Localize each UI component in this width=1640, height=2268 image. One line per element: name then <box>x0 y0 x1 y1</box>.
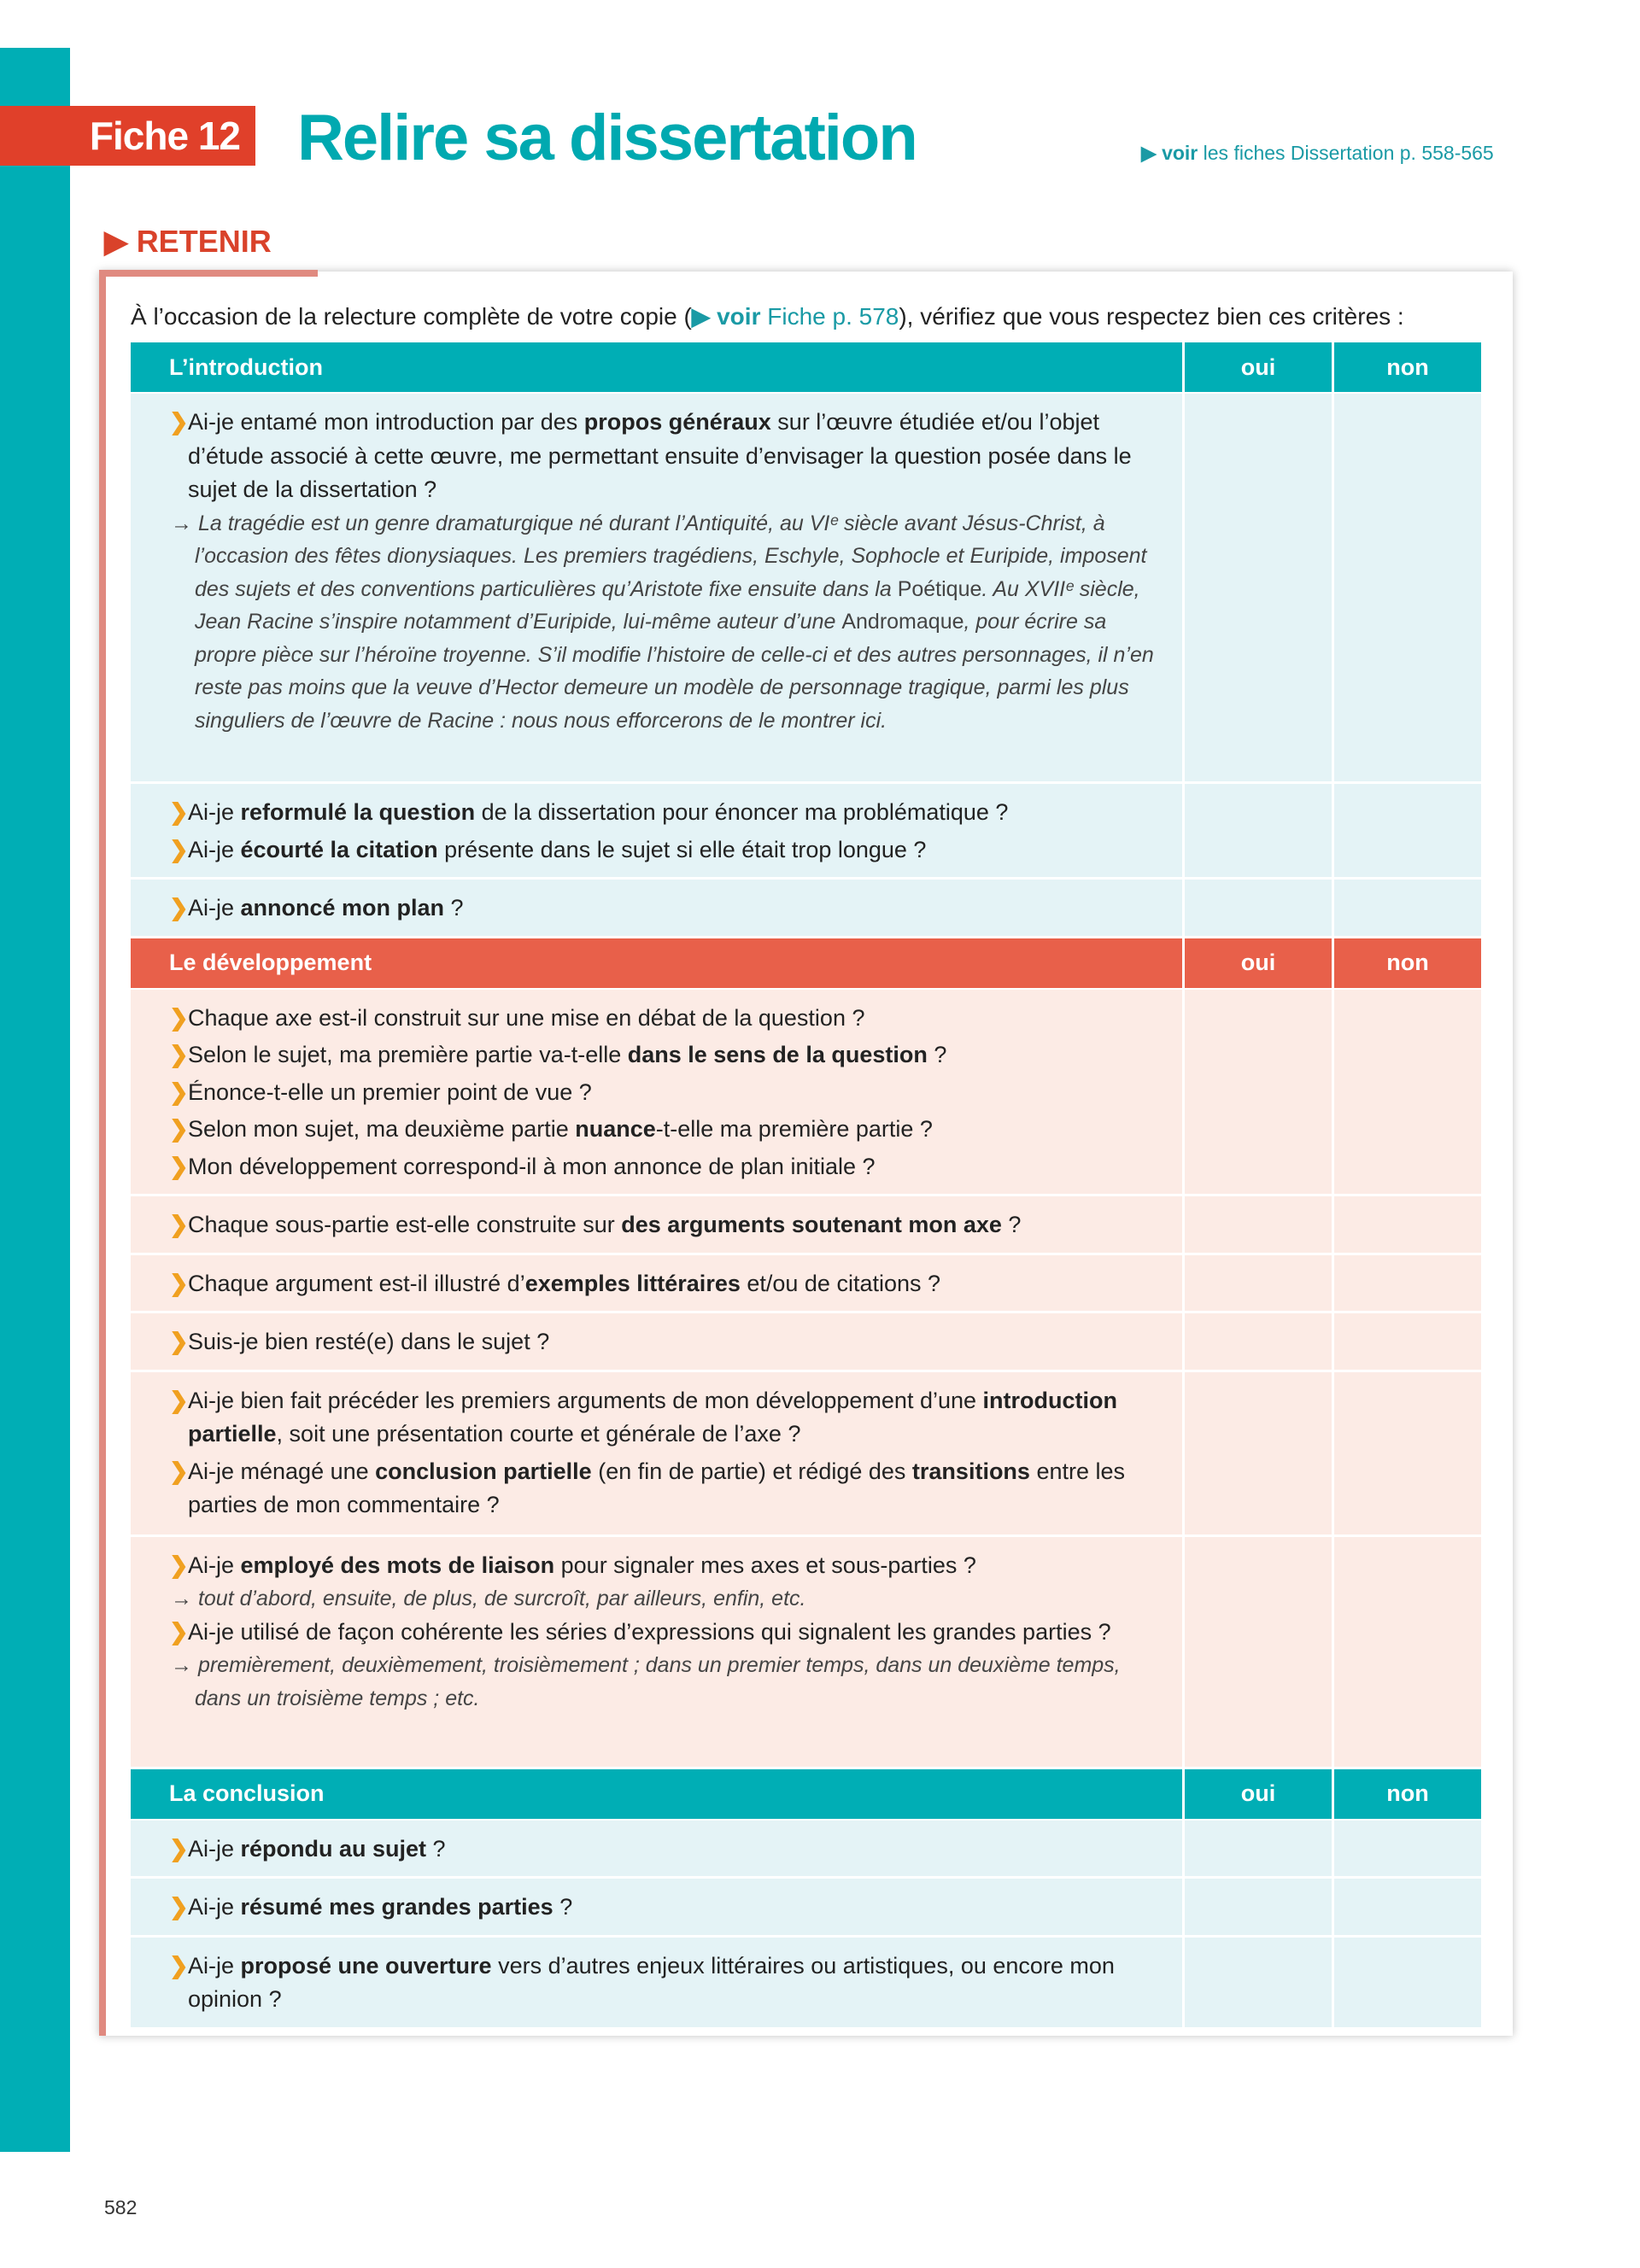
chevron-icon: ❯ <box>169 1552 189 1578</box>
oui-checkbox-cell[interactable] <box>1185 1537 1332 1767</box>
bold-text: résumé mes grandes parties <box>240 1894 554 1920</box>
text-segment: Poétique <box>897 576 982 601</box>
chevron-icon: ❯ <box>169 1329 189 1354</box>
criteria-cell <box>131 1938 1182 2027</box>
non-checkbox-cell[interactable] <box>1334 1255 1481 1312</box>
checklist-table <box>131 342 1481 2030</box>
chevron-icon: ❯ <box>169 1894 189 1920</box>
bold-text: reformulé la question <box>240 799 476 825</box>
criterion <box>169 1549 1157 1583</box>
section-title: L’introduction <box>131 342 1182 392</box>
section-header <box>131 938 1481 988</box>
checklist-row <box>131 1313 1481 1370</box>
non-checkbox-cell[interactable] <box>1334 1196 1481 1253</box>
oui-checkbox-cell[interactable] <box>1185 990 1332 1195</box>
chevron-icon: ❯ <box>169 409 189 435</box>
criteria-cell <box>131 990 1182 1195</box>
non-checkbox-cell[interactable] <box>1334 880 1481 936</box>
chevron-icon: ❯ <box>169 1212 189 1237</box>
criteria-cell <box>131 880 1182 936</box>
chevron-icon: ❯ <box>169 1618 189 1645</box>
text-segment: . Au XVIIᵉ siècle, Jean Racine s’inspire notamment d’Euripide, lui-même auteur d’une <box>195 576 1140 634</box>
checklist-row <box>131 784 1481 877</box>
text-segment: entre les parties de mon commentaire ? <box>188 1458 1126 1517</box>
example-note <box>164 1649 1157 1715</box>
text-segment: ? <box>444 895 464 921</box>
text-segment: Chaque sous-partie est-elle construite sur <box>188 1212 622 1237</box>
checklist-row <box>131 1938 1481 2027</box>
checklist-row <box>131 1255 1481 1312</box>
checklist-row <box>131 880 1481 936</box>
text-segment: tout d’abord, ensuite, de plus, de surcroît, par ailleurs, enfin, etc. <box>197 1587 806 1610</box>
criteria-cell <box>131 1196 1182 1253</box>
criteria-cell <box>131 784 1182 877</box>
intro-after: ), vérifiez que vous respectez bien ces critères : <box>899 303 1404 330</box>
chevron-icon: ❯ <box>169 1270 189 1296</box>
chevron-icon: ❯ <box>169 1042 189 1067</box>
text-segment: La tragédie est un genre dramaturgique né durant l’Antiquité, au VIᵉ siècle avant Jésus-Christ, à l’occasion des fêtes dionysiaques. Les premiers tragédiens, Eschyle, Sophocle et Euripide, imposent des sujets et des conventions particulières qu’Aristote fixe ensuite dans la <box>195 511 1147 601</box>
text-segment: Ai-je bien fait précéder les premiers arguments de mon développement d’une <box>188 1387 983 1413</box>
voir-label: ▶ voir <box>691 303 761 330</box>
non-checkbox-cell[interactable] <box>1334 1879 1481 1935</box>
text-segment: Ai-je ménagé une <box>188 1458 376 1484</box>
page-title: Relire sa dissertation <box>297 102 917 174</box>
intro-sentence <box>131 302 1404 330</box>
text-segment: Ai-je <box>188 895 241 921</box>
non-column-header: non <box>1334 342 1481 392</box>
bold-text: nuance <box>575 1116 656 1142</box>
bold-text: introduction partielle <box>188 1387 1117 1447</box>
criteria-cell <box>131 1313 1182 1370</box>
text-segment: Ai-je <box>188 1952 241 1979</box>
criteria-cell <box>131 1821 1182 1877</box>
criterion <box>169 1455 1157 1523</box>
chevron-icon: ❯ <box>169 1078 189 1105</box>
text-segment: Ai-je <box>188 836 241 862</box>
non-column-header: non <box>1334 1769 1481 1819</box>
text-segment: , soit une présentation courte et générale de l’axe ? <box>276 1421 801 1447</box>
text-segment: → <box>171 1587 198 1610</box>
oui-column-header: oui <box>1185 342 1332 392</box>
fiche-label: Fiche 12 <box>0 106 255 166</box>
retenir-heading: ▶ RETENIR <box>104 224 272 259</box>
criterion <box>169 1949 1157 2017</box>
example-note <box>164 507 1157 738</box>
see-link-text: les fiches Dissertation p. 558-565 <box>1198 142 1494 164</box>
bold-text: propos généraux <box>583 409 771 435</box>
chevron-icon: ❯ <box>169 1004 189 1031</box>
text-segment: Chaque argument est-il illustré d’ <box>188 1270 525 1296</box>
section-header <box>131 1769 1481 1819</box>
fiche-578-link[interactable] <box>692 303 899 330</box>
bold-text: des arguments soutenant mon axe <box>621 1212 1002 1237</box>
text-segment: Énonce-t-elle un premier point de vue ? <box>188 1078 592 1105</box>
non-checkbox-cell[interactable] <box>1334 1313 1481 1370</box>
criteria-cell <box>131 1372 1182 1534</box>
checklist-row <box>131 1821 1481 1877</box>
oui-column-header: oui <box>1185 1769 1332 1819</box>
criterion <box>169 1267 1157 1301</box>
text-segment: Ai-je <box>188 1894 241 1920</box>
text-segment: Ai-je entamé mon introduction par des <box>188 409 584 435</box>
bold-text: écourté la citation <box>240 836 438 862</box>
text-segment: Suis-je bien resté(e) dans le sujet ? <box>188 1329 550 1354</box>
voir-label: ▶ voir <box>1141 142 1198 164</box>
page-number: 582 <box>104 2196 138 2218</box>
text-segment: Selon le sujet, ma première partie va-t-elle <box>188 1042 628 1067</box>
criterion <box>169 1038 1157 1073</box>
criterion <box>169 1384 1157 1452</box>
criterion <box>169 406 1157 507</box>
checklist-row <box>131 1372 1481 1534</box>
oui-checkbox-cell[interactable] <box>1185 1821 1332 1877</box>
checklist-row <box>131 1196 1481 1253</box>
text-segment: -t-elle ma première partie ? <box>655 1116 933 1142</box>
section-title: La conclusion <box>131 1769 1182 1819</box>
text-segment: Ai-je utilisé de façon cohérente les séries d’expressions qui signalent les grandes parties ? <box>188 1618 1111 1645</box>
criterion <box>169 1002 1157 1036</box>
bold-text: conclusion partielle <box>375 1458 592 1484</box>
text-segment: ? <box>553 1894 573 1920</box>
text-segment: sur l’œuvre étudiée et/ou l’objet d’étude associé à cette œuvre, me permettant ensuite d’envisager la question posée dans le sujet de la dissertation ? <box>188 409 1132 502</box>
non-checkbox-cell[interactable] <box>1334 394 1481 781</box>
non-checkbox-cell[interactable] <box>1334 1821 1481 1877</box>
text-segment: vers d’autres enjeux littéraires ou artistiques, ou encore mon opinion ? <box>188 1952 1115 2012</box>
text-segment: ? <box>426 1835 446 1862</box>
chevron-icon: ❯ <box>169 836 189 862</box>
checklist-row <box>131 394 1481 781</box>
criterion <box>169 1076 1157 1110</box>
text-segment: et/ou de citations ? <box>740 1270 941 1296</box>
criterion <box>169 891 1157 926</box>
chevron-icon: ❯ <box>169 1116 189 1142</box>
oui-checkbox-cell[interactable] <box>1185 1938 1332 2027</box>
side-color-strip <box>0 48 70 2152</box>
non-checkbox-cell[interactable] <box>1334 990 1481 1195</box>
see-dissertation-link[interactable] <box>1141 142 1494 165</box>
criterion <box>169 1325 1157 1359</box>
oui-column-header: oui <box>1185 938 1332 988</box>
non-checkbox-cell[interactable] <box>1334 1372 1481 1534</box>
chevron-icon: ❯ <box>169 1387 189 1413</box>
section-title: Le développement <box>131 938 1182 988</box>
text-segment: Chaque axe est-il construit sur une mise en débat de la question ? <box>188 1004 865 1031</box>
text-segment: Ai-je <box>188 799 241 825</box>
criterion <box>169 833 1157 868</box>
checklist-row <box>131 1879 1481 1935</box>
text-segment: de la dissertation pour énoncer ma problématique ? <box>475 799 1009 825</box>
text-segment: pour signaler mes axes et sous-parties ? <box>554 1552 976 1578</box>
oui-checkbox-cell[interactable] <box>1185 394 1332 781</box>
text-segment: ? <box>1001 1212 1022 1237</box>
text-segment: , pour écrire sa propre pièce sur l’héroïne troyenne. S’il modifie l’histoire de celle-ci et des autres personnages, il n’en reste pas moins que la veuve d’Hector demeure un modèle de personnage tragique, parmi les plus singuliers de l’œuvre de Racine : nous nous efforcerons de le montrer ici. <box>195 610 1154 734</box>
chevron-icon: ❯ <box>169 895 189 921</box>
card-accent-top <box>99 270 318 277</box>
non-checkbox-cell[interactable] <box>1334 1938 1481 2027</box>
bold-text: proposé une ouverture <box>240 1952 492 1979</box>
text-segment: → <box>171 1653 198 1678</box>
non-checkbox-cell[interactable] <box>1334 784 1481 877</box>
bold-text: annoncé mon plan <box>240 895 445 921</box>
text-segment: Ai-je <box>188 1835 241 1862</box>
criteria-cell <box>131 394 1182 781</box>
criteria-cell <box>131 1255 1182 1312</box>
bold-text: employé des mots de liaison <box>240 1552 555 1578</box>
bold-text: dans le sens de la question <box>627 1042 928 1067</box>
criteria-cell <box>131 1537 1182 1767</box>
oui-checkbox-cell[interactable] <box>1185 1255 1332 1312</box>
criteria-cell <box>131 1879 1182 1935</box>
intro-before: À l’occasion de la relecture complète de votre copie ( <box>131 303 692 330</box>
criterion <box>169 1113 1157 1147</box>
text-segment: ? <box>927 1042 947 1067</box>
bold-text: exemples littéraires <box>524 1270 741 1296</box>
non-checkbox-cell[interactable] <box>1334 1537 1481 1767</box>
oui-checkbox-cell[interactable] <box>1185 1372 1332 1534</box>
text-segment: Mon développement correspond-il à mon annonce de plan initiale ? <box>188 1153 876 1179</box>
card-accent-left <box>99 272 106 2036</box>
example-note <box>164 1582 1157 1616</box>
text-segment: présente dans le sujet si elle était trop longue ? <box>437 836 927 862</box>
checklist-row <box>131 990 1481 1195</box>
text-segment: Selon mon sujet, ma deuxième partie <box>188 1116 576 1142</box>
criterion <box>169 1150 1157 1184</box>
non-column-header: non <box>1334 938 1481 988</box>
chevron-icon: ❯ <box>169 1835 189 1862</box>
text-segment: Ai-je <box>188 1552 241 1578</box>
criterion <box>169 1833 1157 1867</box>
oui-checkbox-cell[interactable] <box>1185 1313 1332 1370</box>
criterion <box>169 1208 1157 1242</box>
chevron-icon: ❯ <box>169 1458 189 1484</box>
text-segment: Andromaque <box>841 610 964 634</box>
oui-checkbox-cell[interactable] <box>1185 1196 1332 1253</box>
criterion <box>169 1616 1157 1650</box>
link-text: Fiche p. 578 <box>760 303 899 330</box>
criterion <box>169 1891 1157 1925</box>
oui-checkbox-cell[interactable] <box>1185 880 1332 936</box>
section-header <box>131 342 1481 392</box>
chevron-icon: ❯ <box>169 799 189 825</box>
oui-checkbox-cell[interactable] <box>1185 784 1332 877</box>
bold-text: transitions <box>911 1458 1030 1484</box>
checklist-row <box>131 1537 1481 1767</box>
bold-text: répondu au sujet <box>240 1835 427 1862</box>
criterion <box>169 796 1157 830</box>
chevron-icon: ❯ <box>169 1153 189 1179</box>
chevron-icon: ❯ <box>169 1952 189 1979</box>
text-segment: → <box>171 511 198 535</box>
text-segment: premièrement, deuxièmement, troisièmement ; dans un premier temps, dans un deuxième temps, dans un troisième temps ; etc. <box>195 1653 1121 1710</box>
text-segment: (en fin de partie) et rédigé des <box>591 1458 912 1484</box>
oui-checkbox-cell[interactable] <box>1185 1879 1332 1935</box>
